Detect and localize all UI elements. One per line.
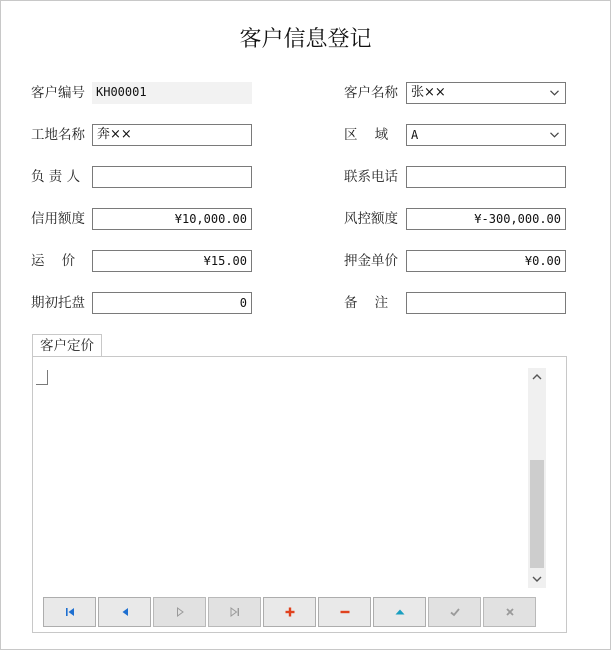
risk-limit-input[interactable]: ¥-300,000.00 bbox=[406, 208, 566, 230]
site-name-input[interactable]: 奔×× bbox=[92, 124, 252, 146]
triangle-right-icon bbox=[174, 606, 186, 618]
next-record-button[interactable] bbox=[153, 597, 206, 627]
x-icon bbox=[504, 606, 516, 618]
site-name-label: 工地名称 bbox=[31, 127, 85, 143]
person-in-charge-label: 负 责 人 bbox=[31, 169, 81, 185]
grid-vertical-scrollbar[interactable] bbox=[528, 368, 546, 588]
scrollbar-thumb[interactable] bbox=[530, 460, 544, 568]
remarks-label: 备 注 bbox=[344, 295, 389, 311]
triangle-up-icon bbox=[394, 606, 406, 618]
scroll-up-icon[interactable] bbox=[528, 368, 546, 386]
credit-limit-label: 信用额度 bbox=[31, 211, 85, 227]
triangle-left-icon bbox=[119, 606, 131, 618]
customer-name-label: 客户名称 bbox=[344, 85, 398, 101]
region-select[interactable] bbox=[406, 124, 566, 146]
region-value: A bbox=[411, 128, 419, 142]
customer-code-field: KH00001 bbox=[92, 82, 252, 104]
insert-record-button[interactable] bbox=[263, 597, 316, 627]
grid-indicator-cell[interactable] bbox=[36, 370, 48, 385]
chevron-down-icon[interactable] bbox=[550, 90, 559, 96]
check-icon bbox=[449, 606, 461, 618]
page-title: 客户信息登记 bbox=[239, 27, 372, 52]
deposit-price-label: 押金单价 bbox=[344, 253, 398, 269]
skip-first-icon bbox=[64, 606, 76, 618]
customer-code-label: 客户编号 bbox=[31, 85, 85, 101]
cancel-record-button[interactable] bbox=[483, 597, 536, 627]
prior-record-button[interactable] bbox=[98, 597, 151, 627]
credit-limit-input[interactable]: ¥10,000.00 bbox=[92, 208, 252, 230]
post-record-button[interactable] bbox=[428, 597, 481, 627]
initial-pallets-input[interactable]: 0 bbox=[92, 292, 252, 314]
remarks-input[interactable] bbox=[406, 292, 566, 314]
tab-customer-pricing[interactable]: 客户定价 bbox=[32, 334, 102, 356]
customer-name-select[interactable] bbox=[406, 82, 566, 104]
first-record-button[interactable] bbox=[43, 597, 96, 627]
region-label: 区 域 bbox=[344, 127, 389, 143]
record-navigator bbox=[43, 597, 538, 627]
initial-pallets-label: 期初托盘 bbox=[31, 295, 85, 311]
minus-icon bbox=[339, 606, 351, 618]
skip-last-icon bbox=[229, 606, 241, 618]
phone-input[interactable] bbox=[406, 166, 566, 188]
last-record-button[interactable] bbox=[208, 597, 261, 627]
phone-label: 联系电话 bbox=[344, 169, 398, 185]
edit-record-button[interactable] bbox=[373, 597, 426, 627]
customer-name-value: 张×× bbox=[411, 85, 446, 100]
person-in-charge-input[interactable] bbox=[92, 166, 252, 188]
chevron-down-icon[interactable] bbox=[550, 132, 559, 138]
customer-pricing-panel bbox=[32, 356, 567, 633]
deposit-price-input[interactable]: ¥0.00 bbox=[406, 250, 566, 272]
risk-limit-label: 风控额度 bbox=[344, 211, 398, 227]
freight-input[interactable]: ¥15.00 bbox=[92, 250, 252, 272]
scroll-down-icon[interactable] bbox=[528, 570, 546, 588]
delete-record-button[interactable] bbox=[318, 597, 371, 627]
plus-icon bbox=[284, 606, 296, 618]
freight-label: 运 价 bbox=[31, 253, 76, 269]
